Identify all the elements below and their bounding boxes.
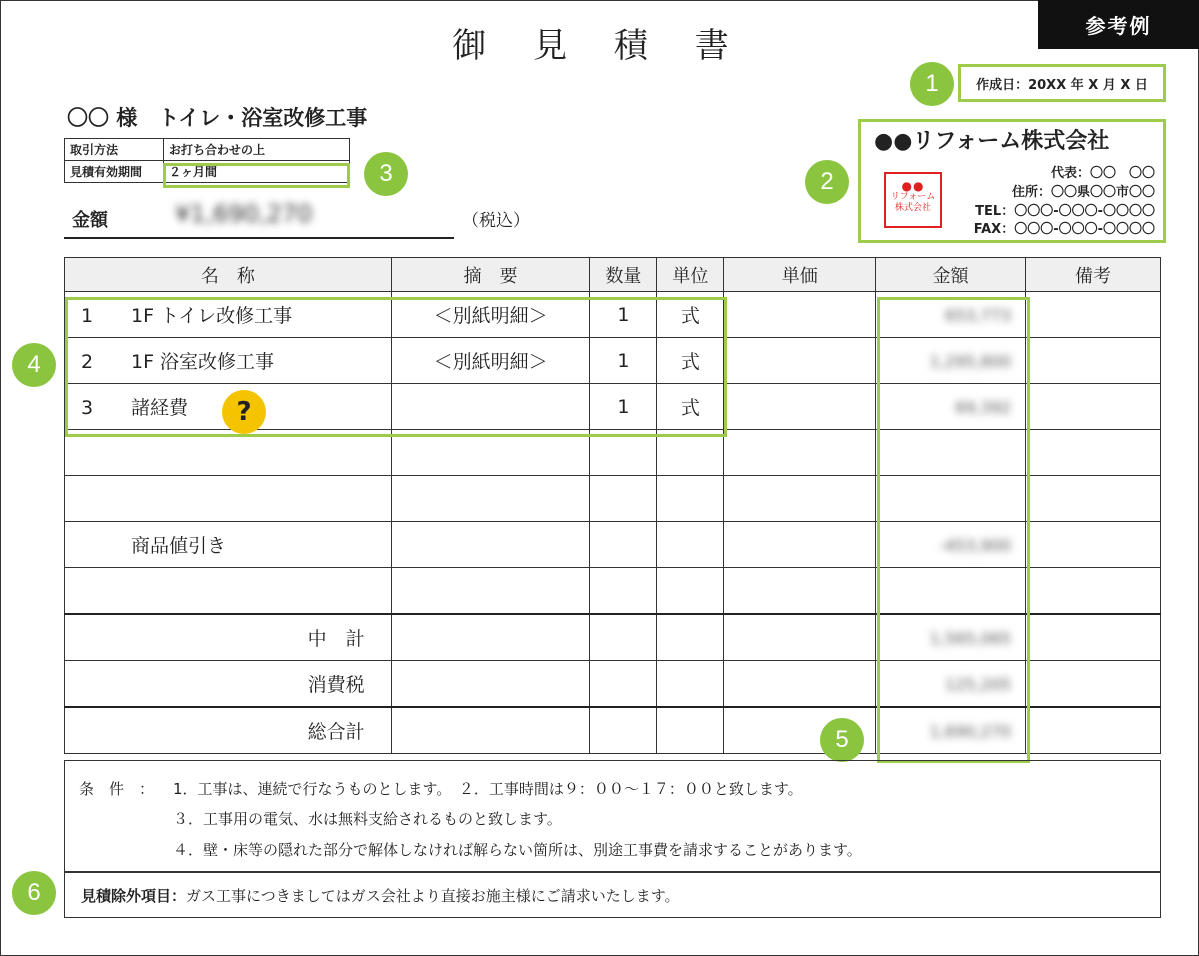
qty-cell [590, 522, 657, 568]
amount-underline [64, 237, 454, 239]
amount-value-blurred: 69,392 [955, 397, 1012, 417]
badge-5: 5 [820, 718, 864, 762]
remarks-cell [1026, 338, 1161, 384]
header-amount: 金額 [876, 258, 1026, 292]
stamp-text-1: リフォーム [890, 192, 936, 202]
remarks-cell [1026, 568, 1161, 615]
item-number: 3 [81, 397, 94, 419]
item-name: 1F 浴室改修工事 [131, 351, 275, 373]
badge-4: 4 [12, 343, 56, 387]
unit-price-cell [724, 430, 876, 476]
header-remarks: 備考 [1026, 258, 1161, 292]
unit-price-cell [724, 292, 876, 338]
sample-tag: 参考例 [1038, 0, 1199, 49]
badge-1: 1 [910, 62, 954, 106]
summary-cell [391, 476, 590, 522]
company-stamp [884, 172, 942, 228]
badge-3: 3 [364, 152, 408, 196]
qty-cell: 1 [590, 338, 657, 384]
qty-cell: 1 [590, 384, 657, 430]
badge-2: 2 [805, 160, 849, 204]
empty-cell [724, 614, 876, 661]
qty-cell: 1 [590, 292, 657, 338]
summary-cell: ＜別紙明細＞ [391, 338, 590, 384]
condition-line-1: 1．工事は、連続で行なうものとします。 ２．工事時間は９：００～１７：００と致します。 [173, 780, 803, 798]
empty-cell [590, 614, 657, 661]
items-highlight [65, 297, 727, 437]
qty-cell [590, 476, 657, 522]
amount-value-blurred: 653,773 [944, 305, 1012, 325]
header-unit-price: 単価 [724, 258, 876, 292]
fax: FAX：〇〇〇-〇〇〇-〇〇〇〇 [973, 222, 1155, 237]
unit-cell [657, 568, 724, 615]
header-unit: 単位 [657, 258, 724, 292]
unit-cell: 式 [657, 338, 724, 384]
header-name: 名 称 [65, 258, 392, 292]
unit-price-cell [724, 476, 876, 522]
item-name: 諸経費 [131, 397, 189, 419]
item-cell [65, 568, 392, 615]
condition-line-2: ３．工事用の電気、水は無料支給されるものと致します。 [173, 810, 562, 828]
unit-cell: 式 [657, 384, 724, 430]
amount-label: 金額 [72, 210, 108, 231]
empty-cell [657, 661, 724, 708]
validity-highlight [163, 163, 350, 188]
representative: 代表：〇〇 〇〇 [1050, 166, 1155, 181]
amount-value-blurred: 1,690,270 [929, 721, 1012, 741]
stamp-dots: ●● [901, 179, 925, 193]
unit-cell [657, 476, 724, 522]
tax-note: （税込） [462, 211, 530, 231]
amount-value: ¥1,690,270 [175, 200, 313, 228]
condition-line-3: ４．壁・床等の隠れた部分で解体しなければ解らない箇所は、別途工事費を請求することがあります。 [173, 841, 862, 859]
conditions-label: 条 件 ： [79, 780, 155, 798]
unit-price-cell [724, 338, 876, 384]
empty-cell [391, 614, 590, 661]
remarks-cell [1026, 430, 1161, 476]
badge-6: 6 [12, 871, 56, 915]
item-name: 1F トイレ改修工事 [131, 305, 293, 327]
remarks-cell [1026, 707, 1161, 754]
tel: TEL：〇〇〇-〇〇〇-〇〇〇〇 [975, 204, 1155, 219]
amount-value-blurred: -453,900 [939, 535, 1012, 555]
exclusions-box [64, 872, 1161, 918]
amount-value-blurred: 1,565,065 [929, 628, 1012, 648]
empty-cell [391, 661, 590, 708]
empty-cell [590, 707, 657, 754]
summary-cell [391, 522, 590, 568]
address: 住所：〇〇県〇〇市〇〇 [1011, 185, 1155, 200]
empty-cell [657, 707, 724, 754]
empty-cell [724, 661, 876, 708]
header-summary: 摘 要 [391, 258, 590, 292]
terms-value: お打ち合わせの上 [164, 139, 350, 161]
amount-column-highlight [877, 297, 1030, 763]
remarks-cell [1026, 292, 1161, 338]
qty-cell [590, 568, 657, 615]
unit-cell: 式 [657, 292, 724, 338]
stamp-text-2: 株式会社 [894, 203, 931, 213]
empty-cell [391, 707, 590, 754]
terms-row [65, 139, 350, 161]
remarks-cell [1026, 476, 1161, 522]
conditions-box [64, 760, 1161, 872]
unit-cell [657, 522, 724, 568]
total-label: 総合計 [65, 707, 392, 754]
remarks-cell [1026, 384, 1161, 430]
header-qty: 数量 [590, 258, 657, 292]
terms-label: 取引方法 [65, 139, 164, 161]
amount-value-blurred: 1,295,800 [929, 351, 1012, 371]
created-date: 作成日：20XX 年 X 月 X 日 [958, 64, 1166, 102]
unit-price-cell [724, 384, 876, 430]
remarks-cell [1026, 522, 1161, 568]
item-number: 2 [81, 351, 94, 373]
recipient: 〇〇 様 トイレ・浴室改修工事 [67, 106, 368, 130]
total-label: 消費税 [65, 661, 392, 708]
empty-cell [590, 661, 657, 708]
item-number: 1 [81, 305, 94, 327]
exclusions-text: ガス工事につきましてはガス会社より直接お施主様にご請求いたします。 [186, 886, 680, 905]
item-cell [65, 476, 392, 522]
summary-cell: ＜別紙明細＞ [391, 292, 590, 338]
unit-price-cell [724, 568, 876, 615]
document-title: 御 見 積 書 [452, 26, 747, 66]
remarks-cell [1026, 661, 1161, 708]
unit-price-cell [724, 522, 876, 568]
question-icon: ? [222, 390, 266, 434]
empty-cell [657, 614, 724, 661]
terms-value: ２ヶ月間 [164, 161, 350, 183]
remarks-cell [1026, 614, 1161, 661]
item-cell [65, 522, 392, 568]
table-header-row [65, 258, 1161, 292]
exclusions-label: 見積除外項目： [81, 886, 187, 905]
terms-label: 見積有効期間 [65, 161, 164, 183]
amount-value-blurred: 125,205 [944, 674, 1012, 694]
total-label: 中 計 [65, 614, 392, 661]
item-name: 商品値引き [131, 535, 227, 557]
summary-cell [391, 568, 590, 615]
company-name: ●●リフォーム株式会社 [874, 129, 1110, 154]
